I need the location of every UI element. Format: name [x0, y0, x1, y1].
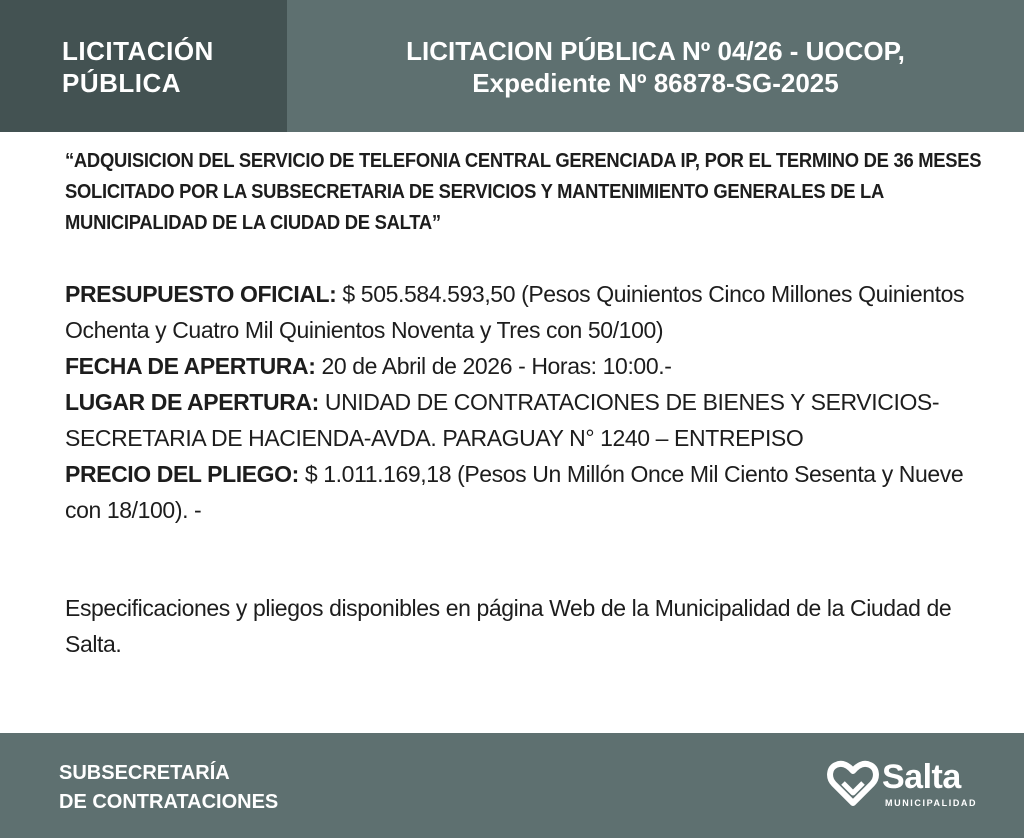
salta-municipal-logo: [826, 757, 986, 817]
heart-outline-icon: [826, 759, 880, 809]
document-price-label: PRECIO DEL PLIEGO:: [65, 461, 299, 487]
header-right-panel: [287, 0, 1024, 132]
tender-details: [65, 276, 985, 528]
header-category-title: [62, 35, 277, 99]
file-number: Expediente Nº 86878-SG-2025: [472, 68, 839, 98]
opening-place-row: [65, 384, 985, 456]
document-price-value: $ 1.011.169,18 (Pesos Un Millón Once Mil Ciento Sesenta y Nueve con 18/100). -: [65, 461, 964, 523]
logo-wordmark: Salta: [882, 758, 961, 796]
budget-value: $ 505.584.593,50 (Pesos Quinientos Cinco Millones Quinientos Ochenta y Cuatro Mil Quinientos Noventa y Tres con 50/100): [65, 281, 965, 343]
opening-date-label: FECHA DE APERTURA:: [65, 353, 316, 379]
header-banner: [0, 0, 1024, 132]
opening-place-label: LUGAR DE APERTURA:: [65, 389, 319, 415]
opening-date-value: 20 de Abril de 2026 - Horas: 10:00.-: [315, 353, 672, 379]
footer-department: [59, 759, 379, 817]
opening-date-row: [65, 348, 985, 384]
footer-department-line2: DE CONTRATACIONES: [59, 791, 279, 813]
specifications-note: Especificaciones y pliegos disponibles en página Web de la Municipalidad de la Ciudad de Salta.: [65, 595, 952, 657]
header-category-line1: LICITACIÓN: [62, 36, 214, 66]
document-price-row: [65, 456, 985, 528]
footer-banner: [0, 733, 1024, 838]
header-category-line2: PÚBLICA: [62, 68, 182, 98]
opening-place-value: UNIDAD DE CONTRATACIONES DE BIENES Y SERVICIOS-SECRETARIA DE HACIENDA-AVDA. PARAGUAY N° 1240 – ENTREPISO: [65, 389, 940, 451]
budget-row: [65, 276, 985, 348]
header-left-panel: [0, 0, 287, 132]
footer-department-line1: SUBSECRETARÍA: [59, 762, 230, 784]
tender-object-text: “ADQUISICION DEL SERVICIO DE TELEFONIA CENTRAL GERENCIADA IP, POR EL TERMINO DE 36 MESES SOLICITADO POR LA SUBSECRETARIA DE SERVICIOS Y MANTENIMIENTO GENERALES DE LA MUNICIPALIDAD DE LA CIUDAD DE SALTA”: [65, 150, 982, 234]
logo-subtitle: MUNICIPALIDAD: [885, 798, 978, 808]
budget-label: PRESUPUESTO OFICIAL:: [65, 281, 337, 307]
tender-number: LICITACION PÚBLICA Nº 04/26 - UOCOP,: [406, 36, 905, 66]
tender-object-section: [65, 146, 1005, 239]
